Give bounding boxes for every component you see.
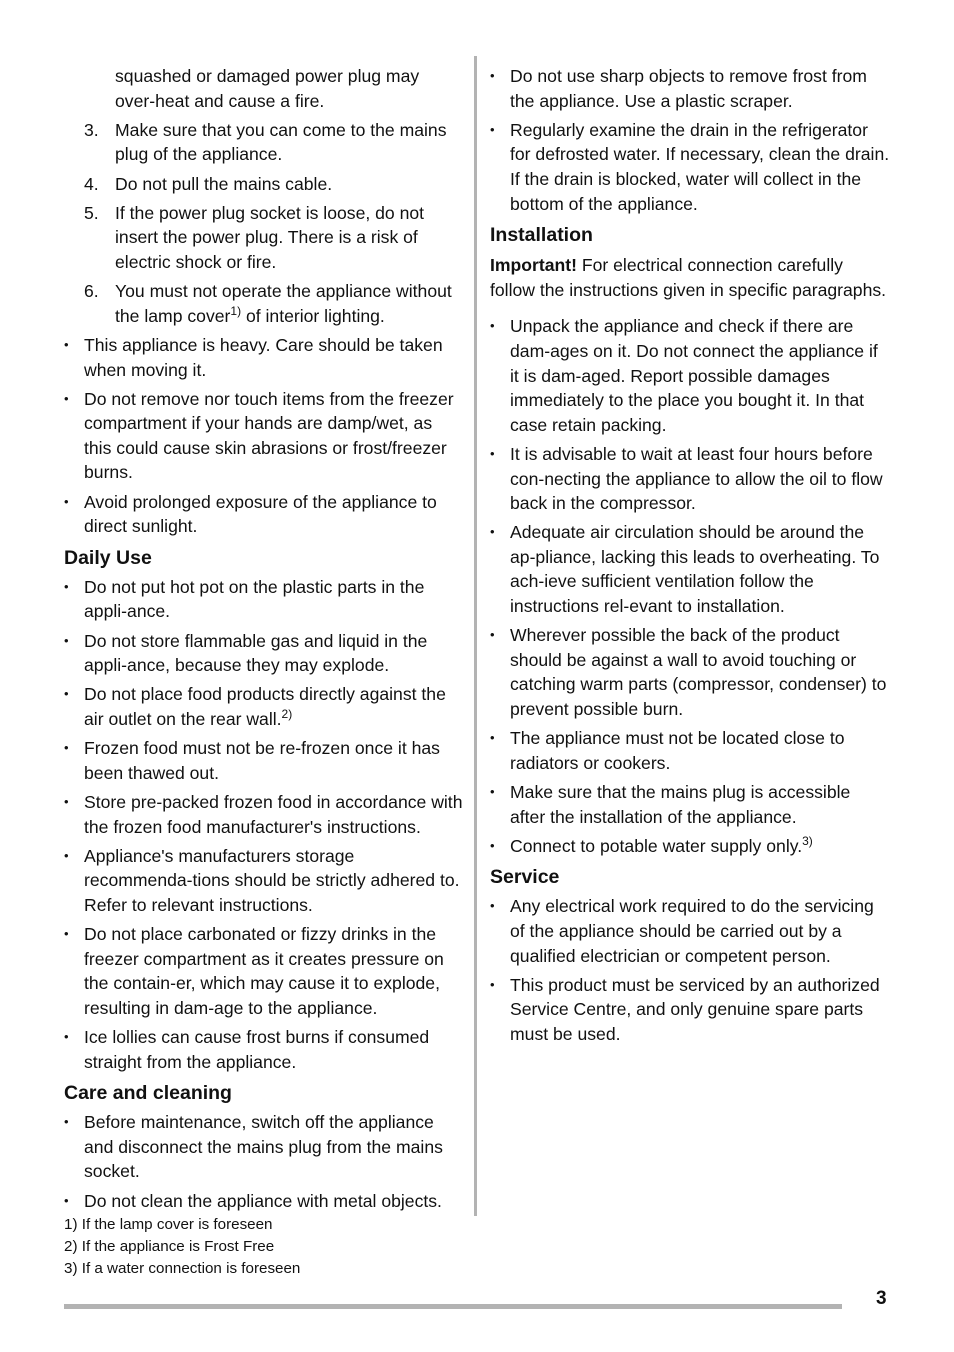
list-item xyxy=(64,490,464,539)
important-text: For electrical connection carefully follow the instructions given in specific paragraphs. xyxy=(490,255,887,300)
item-text: Make sure that you can come to the mains plug of the appliance. xyxy=(115,119,447,165)
important-label: Important! xyxy=(490,255,577,276)
installation-list xyxy=(490,314,890,858)
item-text-after: of interior lighting. xyxy=(241,305,385,326)
page-number: 3 xyxy=(876,1288,887,1309)
item-text: Do not place food products directly against the air outlet on the rear wall. xyxy=(84,684,446,729)
footnotes xyxy=(64,1214,300,1280)
bullet-icon: • xyxy=(64,793,69,809)
bullet-icon: • xyxy=(490,524,495,540)
bullet-icon: • xyxy=(490,445,495,461)
item-text: Connect to potable water supply only. xyxy=(510,835,803,856)
column-divider xyxy=(474,56,477,1216)
footnote-ref-2[interactable]: 2) xyxy=(281,707,293,721)
care-cleaning-list xyxy=(64,1110,464,1213)
item-text: Do not pull the mains cable. xyxy=(115,173,333,194)
bullet-icon: • xyxy=(64,1029,69,1045)
installation-heading: Installation xyxy=(490,224,593,247)
bullet-icon: • xyxy=(64,1192,69,1208)
numbered-list xyxy=(64,118,464,329)
item-text: Avoid prolonged exposure of the appliance to direct sunlight. xyxy=(84,491,437,537)
item-text: Frozen food must not be re-frozen once it has been thawed out. xyxy=(84,738,440,783)
list-item xyxy=(490,520,890,618)
numbered-item-4 xyxy=(64,172,464,197)
item-text: If the power plug socket is loose, do not insert the power plug. There is a risk of electric shock or fire. xyxy=(115,202,425,272)
item-text: It is advisable to wait at least four hours before con-necting the appliance to allow the oil to flow back in the compressor. xyxy=(510,443,883,514)
service-heading: Service xyxy=(490,866,560,889)
bullet-icon: • xyxy=(64,926,69,942)
footnote-1: 1) If the lamp cover is foreseen xyxy=(64,1216,273,1233)
item-text: This appliance is heavy. Care should be taken when moving it. xyxy=(84,334,443,380)
bullet-icon: • xyxy=(64,390,69,406)
bullet-icon: • xyxy=(490,784,495,799)
footnote-ref-3[interactable]: 3) xyxy=(802,833,813,848)
defrost-list xyxy=(490,64,890,216)
item-text: You must not operate the appliance without the lamp cover xyxy=(115,281,452,326)
list-item xyxy=(64,1025,464,1074)
bullet-icon: • xyxy=(490,68,495,83)
item-text: This product must be serviced by an authorized Service Centre, and only genuine spare parts must be used. xyxy=(510,974,880,1044)
footnote-ref-1[interactable]: 1) xyxy=(230,303,242,318)
important-note xyxy=(490,253,890,302)
bullet-icon: • xyxy=(490,121,495,137)
bullet-icon: • xyxy=(64,493,69,509)
list-item xyxy=(490,623,890,721)
item-text: Unpack the appliance and check if there are dam-ages on it. Do not connect the appliance if it is dam-aged. Report possible damages immediately to the place you bought it. In that case retain packing. xyxy=(510,316,878,435)
list-item xyxy=(490,780,890,829)
bullet-icon: • xyxy=(64,847,69,863)
list-item xyxy=(64,922,464,1020)
item-text: Do not store flammable gas and liquid in the appli-ance, because they may explode. xyxy=(84,630,428,676)
list-item xyxy=(64,1189,464,1214)
item-text: Store pre-packed frozen food in accordance with the frozen food manufacturer's instructions. xyxy=(84,791,463,837)
list-item xyxy=(64,333,464,382)
item-text: Do not place carbonated or fizzy drinks in the freezer compartment as it creates pressure on the contain-er, which may cause it to explode, resulting in dam-age to the appliance. xyxy=(84,924,444,1018)
item-number: 6. xyxy=(84,281,99,302)
footnote-3: 3) If a water connection is foreseen xyxy=(64,1260,301,1277)
item-text: Make sure that the mains plug is accessible after the installation of the appliance. xyxy=(510,782,851,827)
service-list xyxy=(490,894,890,1046)
item-number: 3. xyxy=(84,119,99,140)
bullet-icon: • xyxy=(490,318,495,334)
item-text: Before maintenance, switch off the appliance and disconnect the mains plug from the mains socket. xyxy=(84,1112,443,1182)
item-text: Do not put hot pot on the plastic parts in the appli-ance. xyxy=(84,576,425,622)
continued-text: squashed or damaged power plug may over-heat and cause a fire. xyxy=(115,66,420,111)
list-item xyxy=(490,894,890,968)
list-item xyxy=(490,64,890,113)
bullet-icon: • xyxy=(64,336,69,352)
bullet-icon: • xyxy=(64,632,69,648)
daily-use-list xyxy=(64,575,464,1074)
item-text: Ice lollies can cause frost burns if consumed straight from the appliance. xyxy=(84,1027,430,1072)
bullet-icon: • xyxy=(64,1114,69,1130)
footer-rule xyxy=(64,1304,842,1309)
item-text: Appliance's manufacturers storage recommenda-tions should be strictly adhered to. Refer to relevant instructions. xyxy=(84,845,460,915)
item-text: Do not remove nor touch items from the freezer compartment if your hands are damp/wet, as this could cause skin abrasions or frost/freezer burns. xyxy=(84,388,454,483)
list-item xyxy=(64,629,464,678)
bullet-icon: • xyxy=(490,898,495,914)
daily-use-heading: Daily Use xyxy=(64,546,152,569)
item-text: Regularly examine the drain in the refrigerator for defrosted water. If necessary, clean the drain. If the drain is blocked, water will collect in the bottom of the appliance. xyxy=(510,119,890,214)
item-text: Any electrical work required to do the servicing of the appliance should be carried out by a qualified electrician or competent person. xyxy=(510,896,874,966)
item-text: Do not use sharp objects to remove frost from the appliance. Use a plastic scraper. xyxy=(510,66,867,111)
list-item xyxy=(64,790,464,839)
item-text: Adequate air circulation should be around the ap-pliance, lacking this leads to overheating. To ach-ieve sufficient ventilation follow the instructions rel-evant to installation. xyxy=(510,522,880,617)
bullet-icon: • xyxy=(490,627,495,643)
item-text: The appliance must not be located close to radiators or cookers. xyxy=(510,728,845,773)
list-item xyxy=(490,726,890,775)
list-item xyxy=(490,973,890,1047)
list-item xyxy=(64,844,464,918)
list-item xyxy=(64,1110,464,1184)
item-number: 5. xyxy=(84,202,99,223)
care-cleaning-heading: Care and cleaning xyxy=(64,1082,232,1105)
bullet-icon: • xyxy=(64,686,69,702)
list-item xyxy=(64,387,464,485)
right-column xyxy=(490,64,890,1051)
item-text: Wherever possible the back of the product should be against a wall to avoid touching or catching warm parts (compressor, condenser) to prevent possible burn. xyxy=(510,625,887,720)
list-item xyxy=(64,575,464,624)
item-text: Do not clean the appliance with metal objects. xyxy=(84,1190,442,1211)
left-column xyxy=(64,64,464,1218)
bullet-icon: • xyxy=(64,740,69,756)
general-safety-list xyxy=(64,333,464,539)
numbered-item-6 xyxy=(64,279,464,328)
item-number: 4. xyxy=(84,173,99,194)
bullet-icon: • xyxy=(490,976,495,992)
list-item xyxy=(490,834,890,859)
footnote-2: 2) If the appliance is Frost Free xyxy=(64,1238,275,1255)
bullet-icon: • xyxy=(490,730,495,746)
bullet-icon: • xyxy=(64,578,69,594)
bullet-icon: • xyxy=(490,837,495,853)
numbered-item-5 xyxy=(64,201,464,275)
list-item xyxy=(490,314,890,437)
numbered-item-3 xyxy=(64,118,464,167)
list-item xyxy=(64,682,464,731)
list-item xyxy=(64,736,464,785)
list-item xyxy=(490,118,890,216)
list-item xyxy=(490,442,890,516)
